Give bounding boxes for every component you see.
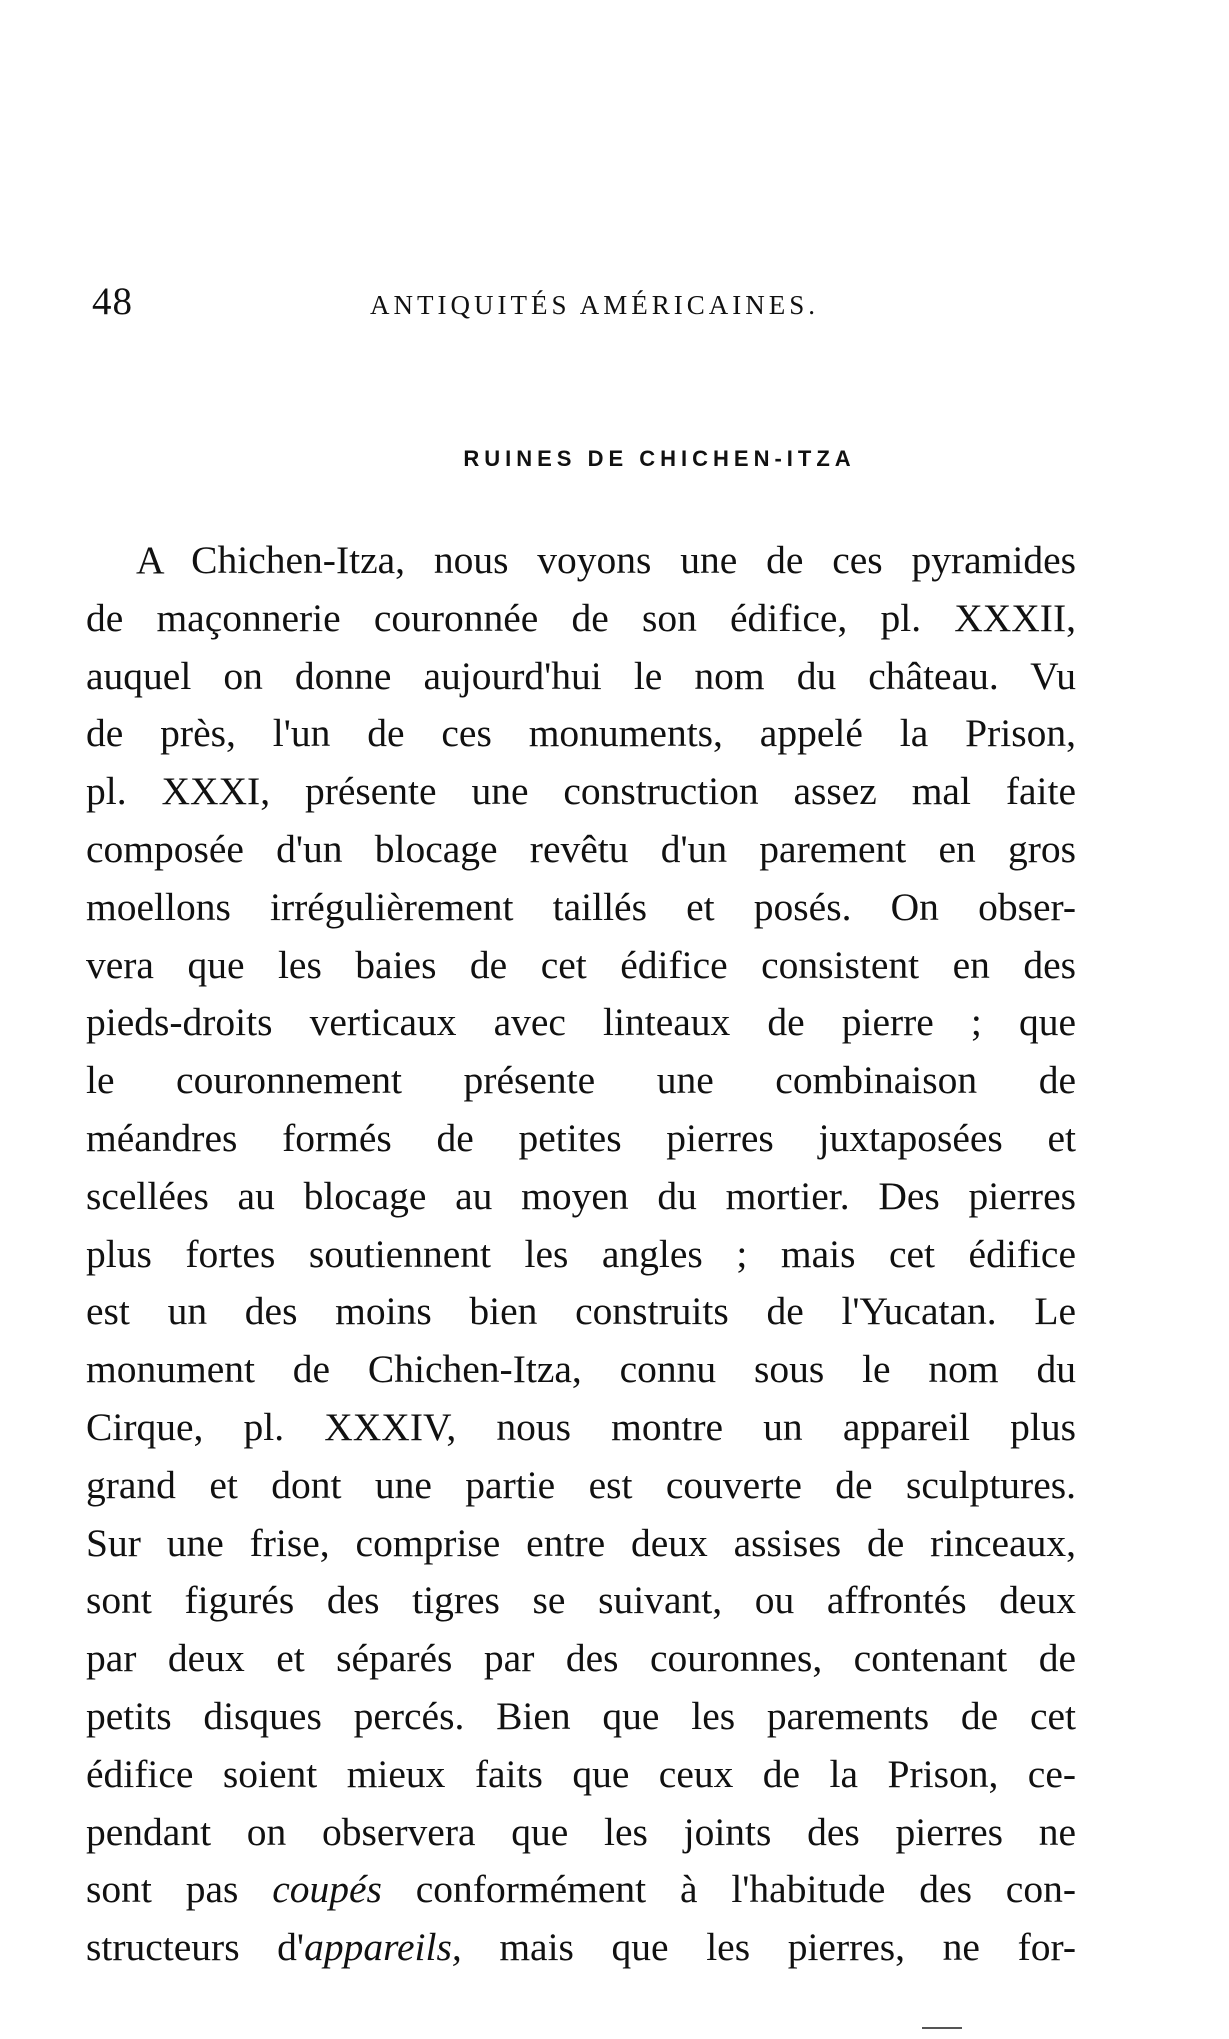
text-line: sont figurés des tigres se suivant, ou affrontés deux xyxy=(86,1578,1076,1623)
text-line: vera que les baies de cet édifice consistent en des xyxy=(86,942,1076,987)
text-line: pieds-droits verticaux avec linteaux de pierre ; que xyxy=(86,1000,1076,1045)
text-line: de près, l'un de ces monuments, appelé la Prison, xyxy=(86,711,1076,756)
text-line: de maçonnerie couronnée de son édifice, pl. XXXII, xyxy=(86,595,1076,640)
italic-term: coupés xyxy=(272,1867,382,1912)
text-line: A Chichen-Itza, nous voyons une de ces pyramides xyxy=(136,538,1076,582)
text-line: petits disques percés. Bien que les parements de cet xyxy=(86,1693,1076,1738)
text-line: Sur une frise, comprise entre deux assises de rinceaux, xyxy=(86,1520,1076,1565)
text-line: le couronnement présente une combinaison de xyxy=(86,1058,1076,1103)
text-line-with-italic xyxy=(86,1919,1076,1977)
text-line: édifice soient mieux faits que ceux de la Prison, ce- xyxy=(86,1751,1076,1796)
footer-rule xyxy=(922,2027,962,2029)
text-line: composée d'un blocage revêtu d'un parement en gros xyxy=(86,826,1076,871)
text-line: moellons irrégulièrement taillés et posés. On obser- xyxy=(86,884,1076,929)
page-number: 48 xyxy=(92,280,133,323)
text-line: Cirque, pl. XXXIV, nous montre un appareil plus xyxy=(86,1404,1076,1449)
text-line: grand et dont une partie est couverte de sculptures. xyxy=(86,1462,1076,1507)
text-line: plus fortes soutiennent les angles ; mais cet édifice xyxy=(86,1231,1076,1276)
text-fragment: conformément à l'habitude des con- xyxy=(381,1867,1076,1912)
text-line: auquel on donne aujourd'hui le nom du château. Vu xyxy=(86,653,1076,698)
text-fragment: sont pas xyxy=(86,1867,273,1912)
text-fragment: mais que les pierres, ne for- xyxy=(461,1925,1076,1970)
italic-term: appareils, xyxy=(304,1925,462,1970)
text-line: scellées au blocage au moyen du mortier. Des pierres xyxy=(86,1173,1076,1218)
text-line: pl. XXXI, présente une construction assez mal faite xyxy=(86,769,1076,814)
section-title: RUINES DE CHICHEN-ITZA xyxy=(463,446,856,471)
text-line-with-italic xyxy=(86,1861,1076,1919)
text-line: méandres formés de petites pierres juxtaposées et xyxy=(86,1115,1076,1160)
text-line: monument de Chichen-Itza, connu sous le nom du xyxy=(86,1347,1076,1392)
text-fragment: structeurs d' xyxy=(86,1925,305,1970)
body-text xyxy=(86,532,1076,1977)
text-line: pendant on observera que les joints des pierres ne xyxy=(86,1809,1076,1854)
running-head: ANTIQUITÉS AMÉRICAINES. xyxy=(370,290,819,320)
text-line: par deux et séparés par des couronnes, contenant de xyxy=(86,1636,1076,1681)
text-line: est un des moins bien construits de l'Yucatan. Le xyxy=(86,1289,1076,1334)
